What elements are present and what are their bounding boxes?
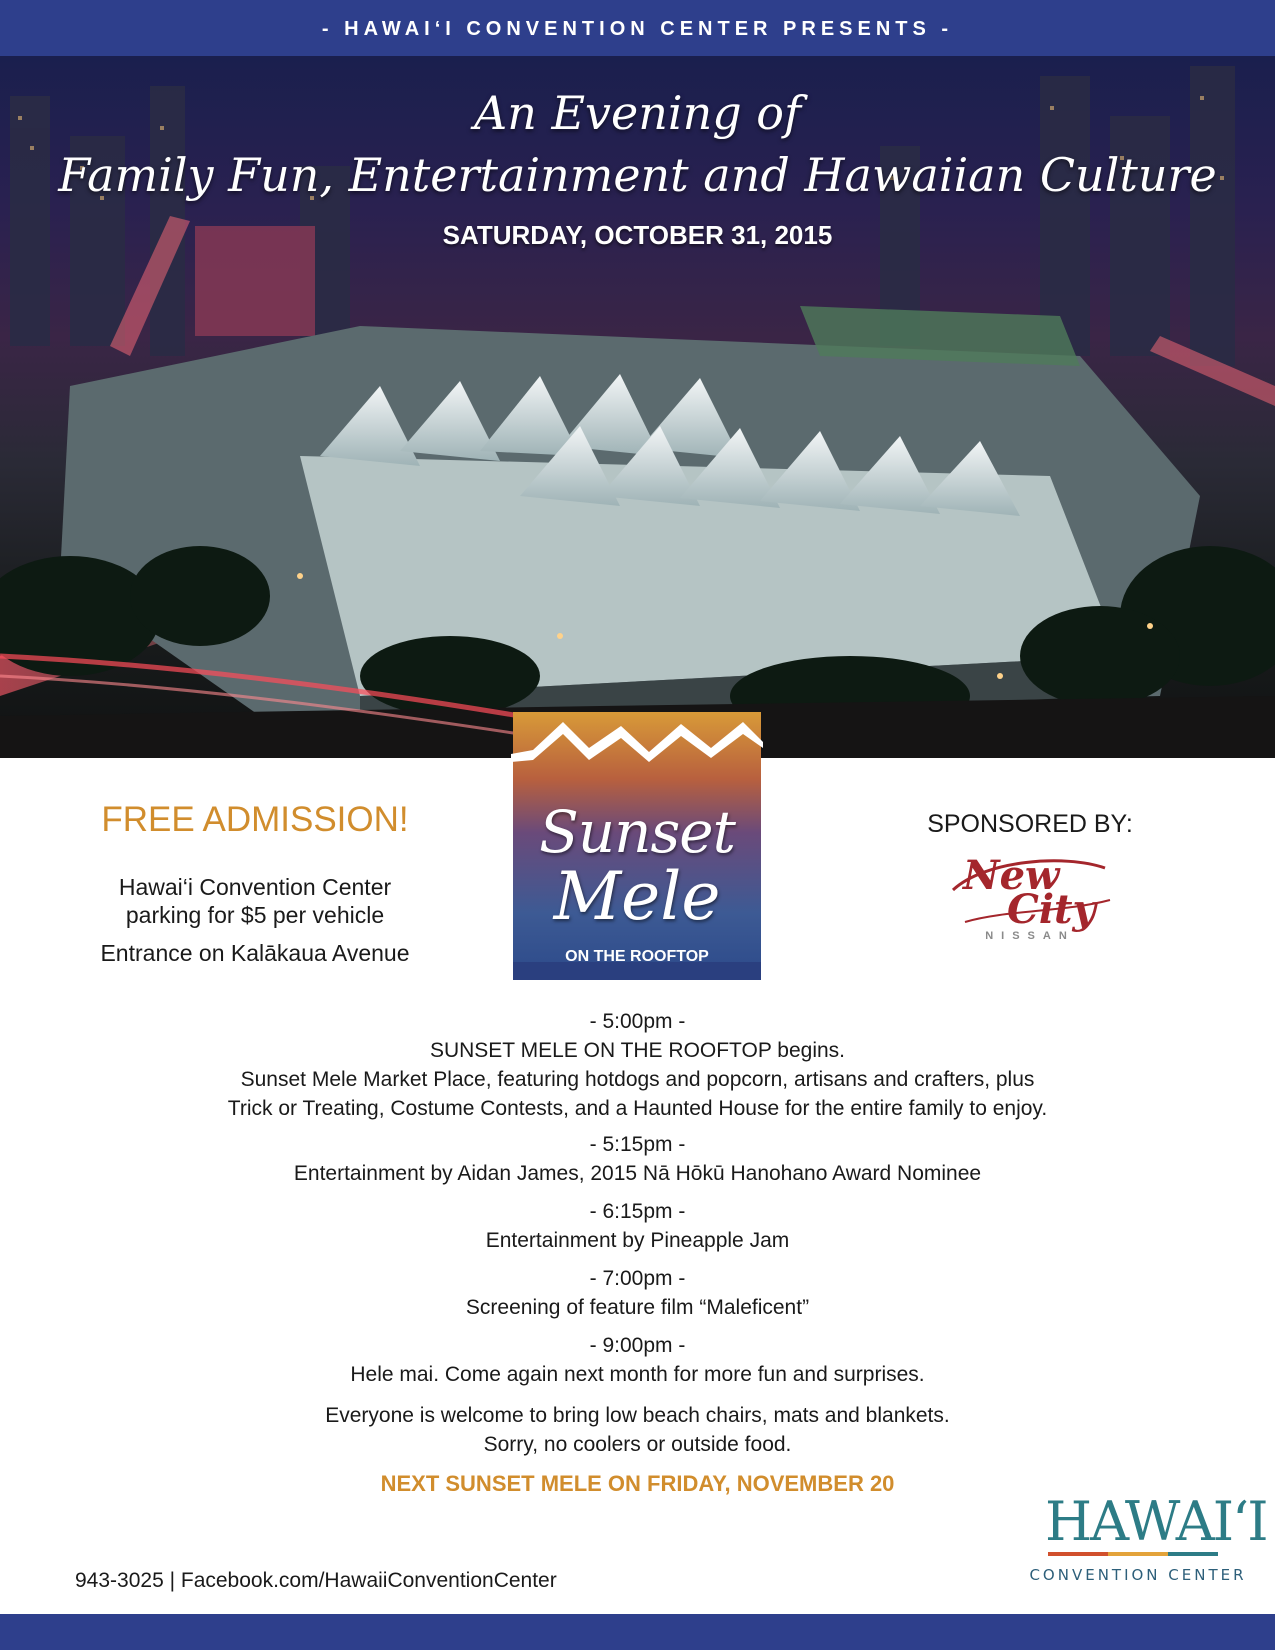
free-admission-title: FREE ADMISSION! xyxy=(101,800,409,839)
footer-contact: 943-3025 | Facebook.com/HawaiiConventionCenter xyxy=(75,1569,557,1592)
logo-convention-center-text: CONVENTION CENTER xyxy=(1029,1566,1247,1584)
schedule-time: - 9:00pm - xyxy=(589,1334,686,1357)
next-event-notice: NEXT SUNSET MELE ON FRIDAY, NOVEMBER 20 xyxy=(380,1471,895,1496)
presents-banner-text: - HAWAI‘I CONVENTION CENTER PRESENTS - xyxy=(321,18,954,40)
schedule-time: - 5:15pm - xyxy=(589,1133,686,1156)
schedule-line: Entertainment by Pineapple Jam xyxy=(485,1229,790,1252)
logo-hawaii-wordmark: HAWAI‘I xyxy=(1045,1490,1267,1553)
hawaii-convention-center-logo xyxy=(1010,1490,1267,1595)
sponsored-by-label: SPONSORED BY: xyxy=(927,810,1133,838)
note-line: Sorry, no coolers or outside food. xyxy=(483,1433,792,1456)
schedule-line: Hele mai. Come again next month for more fun and surprises. xyxy=(350,1363,925,1386)
schedule-time: - 7:00pm - xyxy=(589,1267,686,1290)
logo-tagline: ON THE ROOFTOP xyxy=(565,948,709,965)
schedule-time: - 5:00pm - xyxy=(589,1010,686,1033)
sponsor-brand: NISSAN xyxy=(985,930,1075,942)
sunset-mele-logo xyxy=(511,712,763,980)
schedule-line: SUNSET MELE ON THE ROOFTOP begins. xyxy=(429,1039,846,1062)
event-date: SATURDAY, OCTOBER 31, 2015 xyxy=(442,220,833,250)
schedule-time: - 6:15pm - xyxy=(589,1200,686,1223)
schedule-line: Trick or Treating, Costume Contests, and a Haunted House for the entire family to enjoy. xyxy=(227,1097,1048,1120)
headline-line2: Family Fun, Entertainment and Hawaiian Culture xyxy=(58,148,1217,202)
sponsor-word-new: New xyxy=(963,852,1060,899)
entrance-info: Entrance on Kalākaua Avenue xyxy=(100,940,410,966)
schedule-line: Screening of feature film “Maleficent” xyxy=(465,1296,810,1319)
logo-word-sunset: Sunset xyxy=(539,798,735,866)
bottom-banner xyxy=(0,1614,1275,1650)
note-line: Everyone is welcome to bring low beach chairs, mats and blankets. xyxy=(325,1404,950,1427)
headline-line1: An Evening of xyxy=(473,86,801,140)
parking-info-line1: Hawai‘i Convention Center xyxy=(118,874,392,900)
schedule-line: Sunset Mele Market Place, featuring hotdogs and popcorn, artisans and crafters, plus xyxy=(240,1068,1035,1091)
schedule-line: Entertainment by Aidan James, 2015 Nā Hōkū Hanohano Award Nominee xyxy=(293,1162,982,1185)
new-city-nissan-logo xyxy=(945,850,1115,945)
parking-info-line2: parking for $5 per vehicle xyxy=(125,902,385,928)
hero-photo xyxy=(0,56,1275,758)
sponsor-word-city: City xyxy=(1007,886,1096,933)
logo-word-mele: Mele xyxy=(553,858,721,935)
